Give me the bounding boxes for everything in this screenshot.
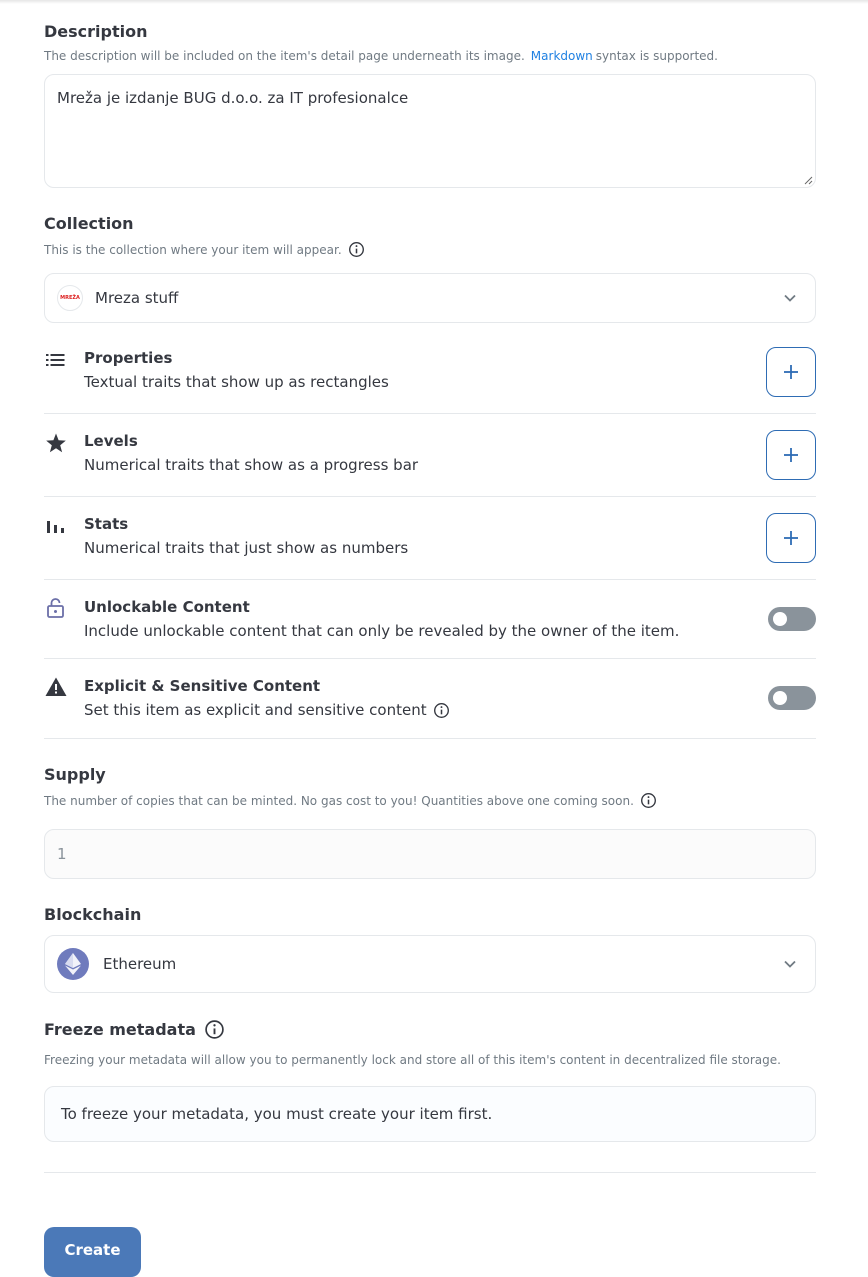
collection-select[interactable] <box>44 273 816 323</box>
info-icon[interactable] <box>640 792 657 809</box>
info-icon[interactable] <box>204 1019 225 1040</box>
divider <box>44 1172 816 1173</box>
plus-icon <box>782 446 800 464</box>
supply-value: 1 <box>57 845 67 863</box>
explicit-row <box>44 658 816 739</box>
explicit-toggle[interactable] <box>768 686 816 710</box>
supply-label: Supply <box>44 765 106 784</box>
unlockable-title: Unlockable Content <box>84 598 250 616</box>
levels-desc: Numerical traits that show as a progress bar <box>84 456 419 474</box>
add-property-button[interactable] <box>766 347 816 397</box>
plus-icon <box>782 529 800 547</box>
levels-title: Levels <box>84 432 138 450</box>
toggle-knob <box>773 612 787 626</box>
resize-handle-icon[interactable] <box>803 175 813 185</box>
levels-row <box>44 413 816 497</box>
freeze-message-box <box>44 1086 816 1142</box>
blockchain-label: Blockchain <box>44 905 142 924</box>
properties-title: Properties <box>84 349 173 367</box>
bar-chart-icon <box>44 514 68 538</box>
create-button[interactable]: Create <box>44 1227 141 1277</box>
ethereum-icon <box>57 948 89 980</box>
description-label: Description <box>44 22 148 41</box>
blockchain-select[interactable] <box>44 935 816 993</box>
info-icon[interactable] <box>433 702 450 719</box>
freeze-message: To freeze your metadata, you must create your item first. <box>61 1105 493 1123</box>
freeze-label: Freeze metadata <box>44 1020 196 1039</box>
chevron-down-icon <box>783 291 797 305</box>
add-level-button[interactable] <box>766 430 816 480</box>
chevron-down-icon <box>783 957 797 971</box>
info-icon[interactable] <box>348 241 365 258</box>
properties-row <box>44 330 816 414</box>
freeze-help: Freezing your metadata will allow you to permanently lock and store all of this item's content in decentralized file storage. <box>44 1053 781 1067</box>
warning-icon <box>44 675 68 699</box>
supply-input[interactable] <box>44 829 816 879</box>
description-textarea[interactable] <box>44 74 816 188</box>
stats-title: Stats <box>84 515 129 533</box>
unlockable-toggle[interactable] <box>768 607 816 631</box>
properties-desc: Textual traits that show up as rectangles <box>84 373 389 391</box>
stats-desc: Numerical traits that just show as numbers <box>84 539 409 557</box>
unlockable-row <box>44 579 816 659</box>
unlockable-desc: Include unlockable content that can only be revealed by the owner of the item. <box>84 622 680 640</box>
supply-help: The number of copies that can be minted. No gas cost to you! Quantities above one coming soon. <box>44 792 657 809</box>
stats-row <box>44 496 816 580</box>
lock-icon <box>44 596 68 620</box>
toggle-knob <box>773 691 787 705</box>
freeze-header <box>44 1019 225 1040</box>
top-shadow <box>0 0 868 4</box>
star-icon <box>44 431 68 455</box>
explicit-desc: Set this item as explicit and sensitive content <box>84 701 450 719</box>
markdown-link[interactable]: Markdown <box>530 49 593 63</box>
collection-help: This is the collection where your item will appear. <box>44 241 365 258</box>
add-stat-button[interactable] <box>766 513 816 563</box>
description-help: The description will be included on the item's detail page underneath its image. Markdown syntax is supported. <box>44 49 718 63</box>
collection-label: Collection <box>44 214 134 233</box>
plus-icon <box>782 363 800 381</box>
list-icon <box>44 348 68 372</box>
blockchain-selected: Ethereum <box>103 955 177 973</box>
collection-selected: Mreza stuff <box>95 289 179 307</box>
explicit-title: Explicit & Sensitive Content <box>84 677 321 695</box>
collection-logo: MREŽA <box>57 285 83 311</box>
description-value: Mreža je izdanje BUG d.o.o. za IT profesionalce <box>57 89 409 107</box>
